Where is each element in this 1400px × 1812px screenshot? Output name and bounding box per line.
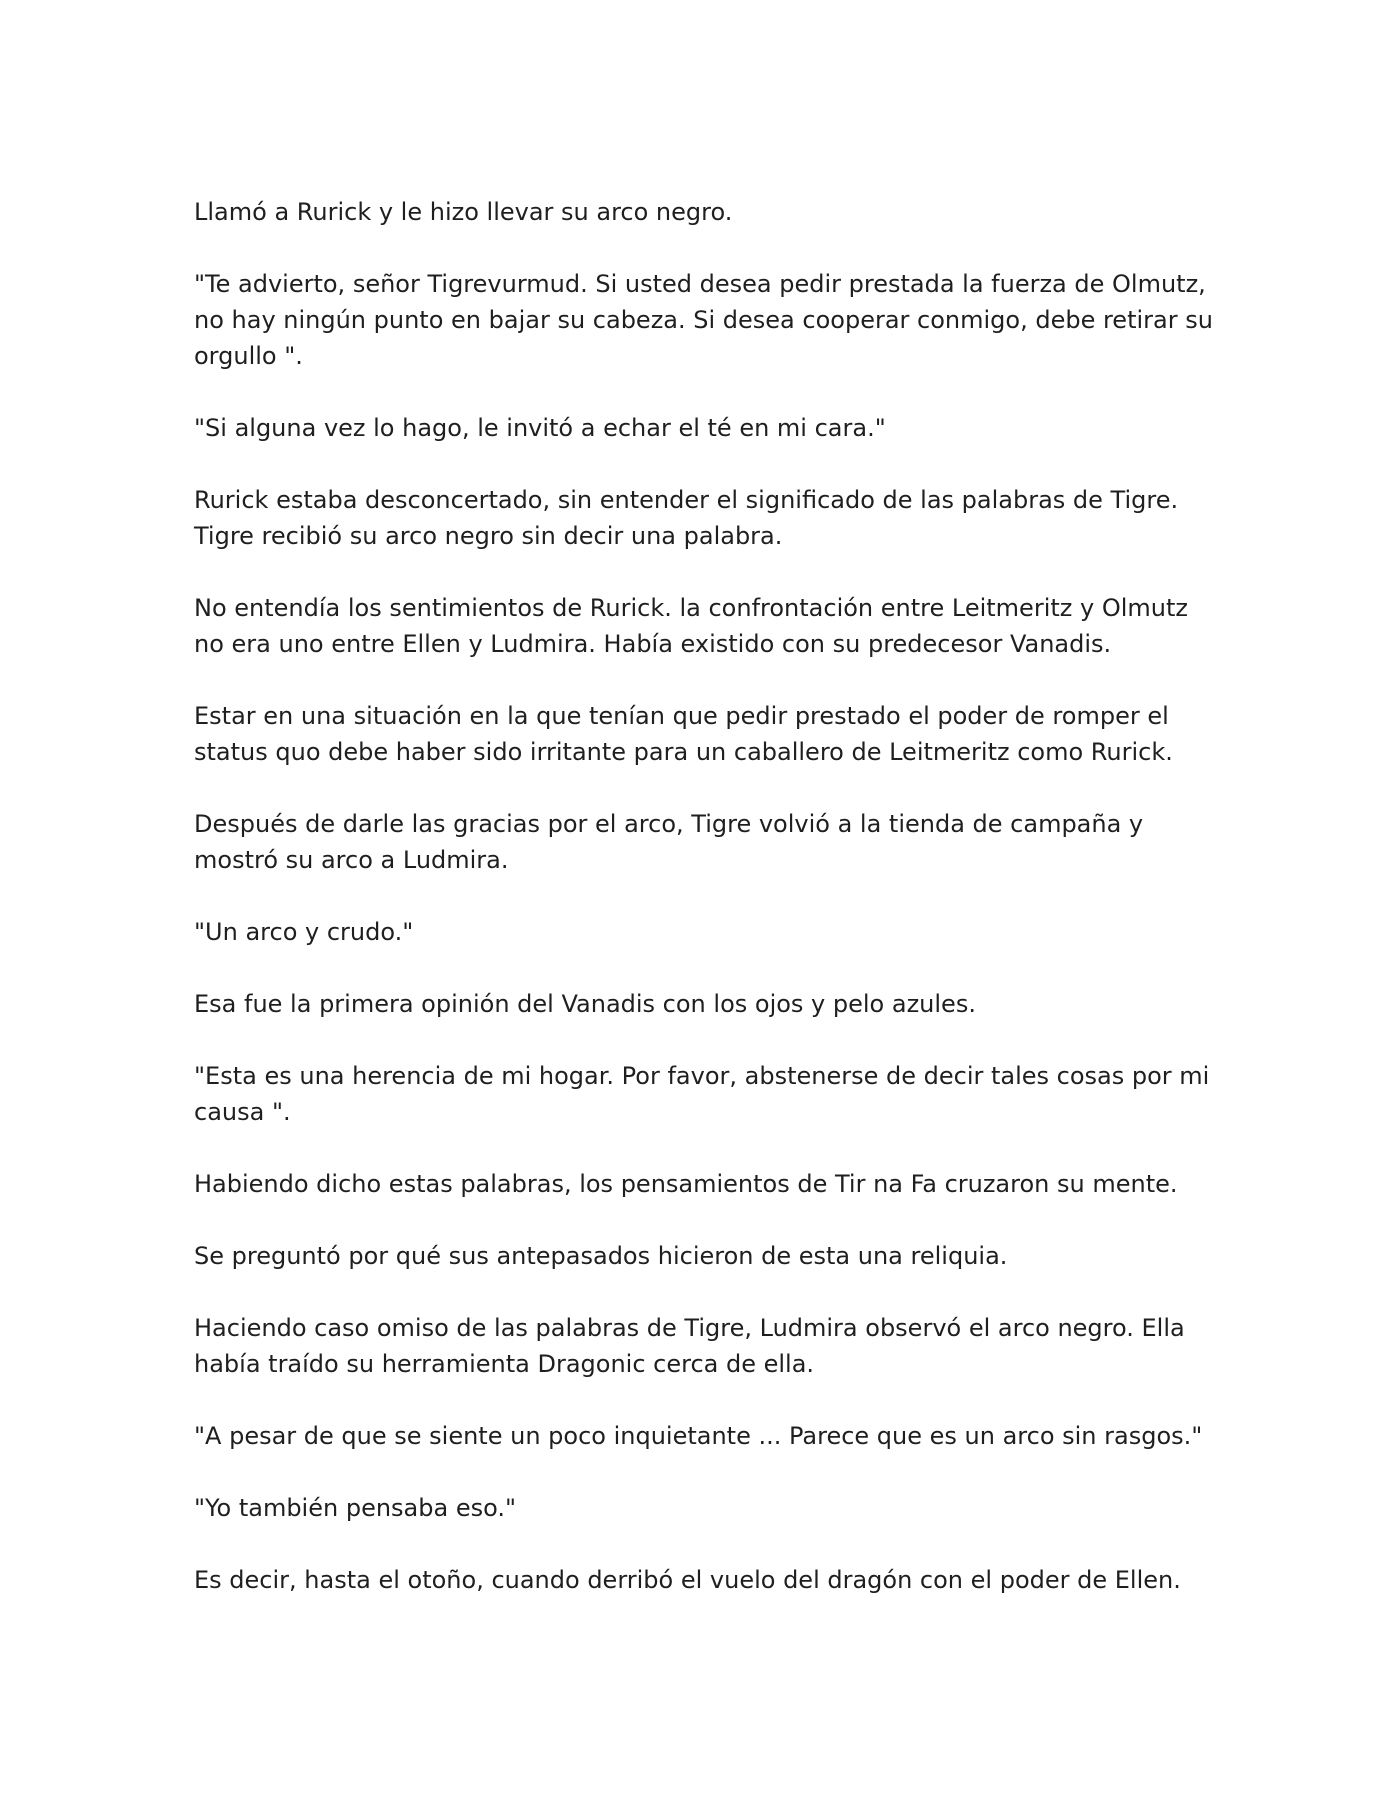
- paragraph: "Te advierto, señor Tigrevurmud. Si usted desea pedir prestada la fuerza de Olmutz, no hay ningún punto en bajar su cabeza. Si desea cooperar conmigo, debe retirar su orgullo ".: [194, 270, 1213, 370]
- paragraph: "Un arco y crudo.": [194, 918, 414, 946]
- paragraph: Es decir, hasta el otoño, cuando derribó el vuelo del dragón con el poder de Ellen.: [194, 1566, 1181, 1594]
- paragraph: Se preguntó por qué sus antepasados hicieron de esta una reliquia.: [194, 1242, 1008, 1270]
- paragraph: No entendía los sentimientos de Rurick. la confrontación entre Leitmeritz y Olmutz no era uno entre Ellen y Ludmira. Había existido con su predecesor Vanadis.: [194, 594, 1188, 658]
- paragraph: "Si alguna vez lo hago, le invitó a echar el té en mi cara.": [194, 414, 886, 442]
- paragraph: Rurick estaba desconcertado, sin entender el significado de las palabras de Tigre. Tigre recibió su arco negro sin decir una palabra.: [194, 486, 1179, 550]
- paragraph: Llamó a Rurick y le hizo llevar su arco negro.: [194, 198, 733, 226]
- document-body: [194, 194, 1214, 1634]
- paragraph: Haciendo caso omiso de las palabras de Tigre, Ludmira observó el arco negro. Ella había traído su herramienta Dragonic cerca de ella.: [194, 1314, 1185, 1378]
- paragraph: Estar en una situación en la que tenían que pedir prestado el poder de romper el status quo debe haber sido irritante para un caballero de Leitmeritz como Rurick.: [194, 702, 1173, 766]
- paragraph: Habiendo dicho estas palabras, los pensamientos de Tir na Fa cruzaron su mente.: [194, 1170, 1178, 1198]
- paragraph: "A pesar de que se siente un poco inquietante ... Parece que es un arco sin rasgos.": [194, 1422, 1203, 1450]
- paragraph: Después de darle las gracias por el arco, Tigre volvió a la tienda de campaña y mostró su arco a Ludmira.: [194, 810, 1144, 874]
- paragraph: Esa fue la primera opinión del Vanadis con los ojos y pelo azules.: [194, 990, 976, 1018]
- paragraph: "Esta es una herencia de mi hogar. Por favor, abstenerse de decir tales cosas por mi causa ".: [194, 1062, 1210, 1126]
- paragraph: "Yo también pensaba eso.": [194, 1494, 517, 1522]
